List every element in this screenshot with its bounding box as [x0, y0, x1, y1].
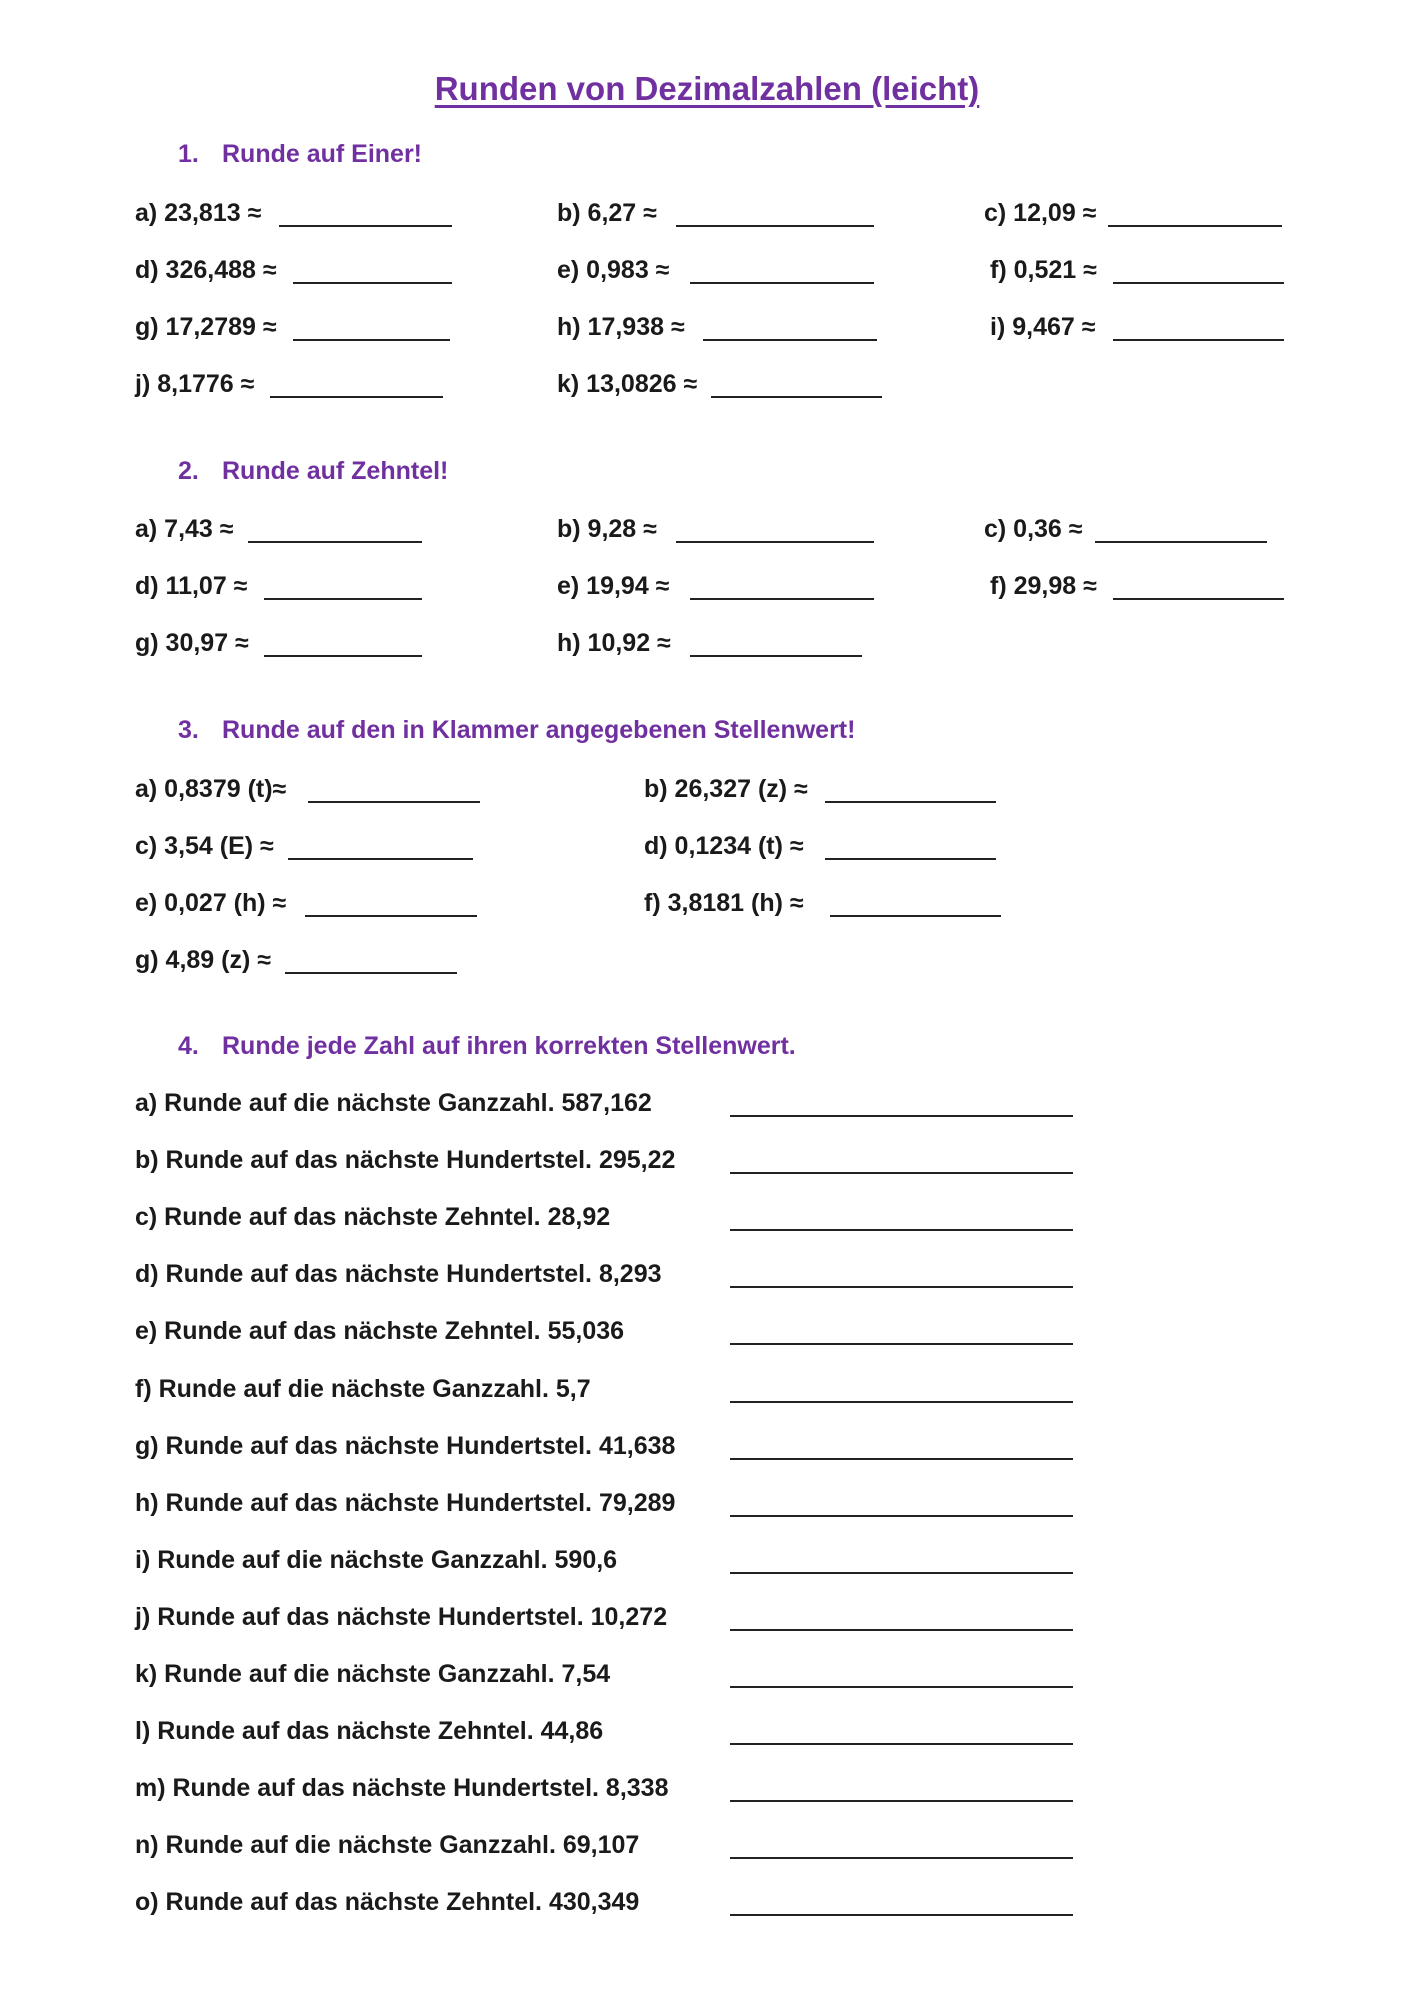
- exercise-item: b) 26,327 (z) ≈: [644, 775, 808, 803]
- answer-blank[interactable]: [264, 598, 422, 600]
- answer-blank[interactable]: [730, 1857, 1073, 1859]
- answer-blank[interactable]: [285, 972, 457, 974]
- exercise-item: h) 17,938 ≈: [557, 313, 685, 341]
- answer-blank[interactable]: [279, 225, 452, 227]
- exercise-item: k) 13,0826 ≈: [557, 370, 698, 398]
- exercise-item: j) 8,1776 ≈: [135, 370, 255, 398]
- exercise-item: a) 0,8379 (t)≈: [135, 775, 287, 803]
- answer-blank[interactable]: [270, 396, 443, 398]
- answer-blank[interactable]: [293, 282, 452, 284]
- exercise-item: h) Runde auf das nächste Hundertstel. 79,289: [135, 1488, 676, 1517]
- section-title: Runde auf Einer!: [222, 140, 423, 168]
- section-heading: [178, 457, 448, 486]
- section-title: Runde auf Zehntel!: [222, 457, 449, 485]
- answer-blank[interactable]: [730, 1743, 1073, 1745]
- answer-blank[interactable]: [690, 282, 874, 284]
- answer-blank[interactable]: [730, 1229, 1073, 1231]
- exercise-item: d) 11,07 ≈: [135, 572, 248, 600]
- exercise-item: n) Runde auf die nächste Ganzzahl. 69,107: [135, 1831, 640, 1860]
- answer-blank[interactable]: [248, 541, 422, 543]
- answer-blank[interactable]: [730, 1172, 1073, 1174]
- exercise-item: a) Runde auf die nächste Ganzzahl. 587,162: [135, 1089, 652, 1117]
- exercise-item: f) 29,98 ≈: [990, 572, 1097, 600]
- exercise-item: b) Runde auf das nächste Hundertstel. 295,22: [135, 1146, 676, 1175]
- answer-blank[interactable]: [1108, 225, 1282, 227]
- answer-blank[interactable]: [293, 339, 450, 341]
- answer-blank[interactable]: [730, 1914, 1073, 1916]
- answer-blank[interactable]: [730, 1343, 1073, 1345]
- exercise-item: i) 9,467 ≈: [990, 313, 1096, 341]
- exercise-item: b) 6,27 ≈: [557, 199, 657, 227]
- exercise-item: j) Runde auf das nächste Hundertstel. 10,272: [135, 1602, 668, 1631]
- answer-blank[interactable]: [690, 655, 862, 657]
- section-number: 2.: [178, 457, 199, 485]
- exercise-item: d) Runde auf das nächste Hundertstel. 8,293: [135, 1260, 662, 1289]
- exercise-item: f) 0,521 ≈: [990, 256, 1097, 284]
- exercise-item: g) 4,89 (z) ≈: [135, 946, 271, 974]
- exercise-item: d) 326,488 ≈: [135, 256, 277, 284]
- answer-blank[interactable]: [730, 1686, 1073, 1688]
- answer-blank[interactable]: [711, 396, 882, 398]
- answer-blank[interactable]: [730, 1800, 1073, 1802]
- exercise-item: g) Runde auf das nächste Hundertstel. 41,638: [135, 1431, 676, 1460]
- exercise-item: f) Runde auf die nächste Ganzzahl. 5,7: [135, 1374, 591, 1403]
- exercise-item: i) Runde auf die nächste Ganzzahl. 590,6: [135, 1545, 618, 1574]
- exercise-item: m) Runde auf das nächste Hundertstel. 8,338: [135, 1774, 669, 1803]
- section-number: 4.: [178, 1032, 199, 1060]
- exercise-item: l) Runde auf das nächste Zehntel. 44,86: [135, 1717, 604, 1746]
- section-number: 1.: [178, 140, 199, 168]
- exercise-item: c) 0,36 ≈: [984, 515, 1083, 543]
- exercise-item: o) Runde auf das nächste Zehntel. 430,349: [135, 1888, 640, 1917]
- exercise-item: a) 23,813 ≈: [135, 199, 262, 227]
- exercise-item: c) 3,54 (E) ≈: [135, 832, 274, 860]
- exercise-item: g) 17,2789 ≈: [135, 313, 277, 341]
- answer-blank[interactable]: [703, 339, 877, 341]
- answer-blank[interactable]: [308, 801, 480, 803]
- exercise-item: e) 0,027 (h) ≈: [135, 889, 287, 917]
- exercise-item: e) 19,94 ≈: [557, 572, 670, 600]
- answer-blank[interactable]: [1113, 598, 1284, 600]
- exercise-item: e) Runde auf das nächste Zehntel. 55,036: [135, 1317, 625, 1346]
- exercise-item: b) 9,28 ≈: [557, 515, 657, 543]
- answer-blank[interactable]: [730, 1115, 1073, 1117]
- exercise-item: a) 7,43 ≈: [135, 515, 234, 543]
- answer-blank[interactable]: [730, 1286, 1073, 1288]
- answer-blank[interactable]: [825, 858, 996, 860]
- section-heading: [178, 140, 422, 169]
- answer-blank[interactable]: [730, 1401, 1073, 1403]
- answer-blank[interactable]: [730, 1515, 1073, 1517]
- answer-blank[interactable]: [288, 858, 473, 860]
- answer-blank[interactable]: [1095, 541, 1267, 543]
- exercise-item: c) Runde auf das nächste Zehntel. 28,92: [135, 1203, 611, 1232]
- answer-blank[interactable]: [730, 1458, 1073, 1460]
- answer-blank[interactable]: [730, 1572, 1073, 1574]
- answer-blank[interactable]: [676, 225, 874, 227]
- answer-blank[interactable]: [676, 541, 874, 543]
- answer-blank[interactable]: [825, 801, 996, 803]
- answer-blank[interactable]: [690, 598, 874, 600]
- section-heading: [178, 1032, 796, 1061]
- exercise-item: c) 12,09 ≈: [984, 199, 1097, 227]
- answer-blank[interactable]: [730, 1629, 1073, 1631]
- answer-blank[interactable]: [1113, 282, 1284, 284]
- section-title: Runde auf den in Klammer angegebenen Stellenwert!: [222, 716, 856, 744]
- exercise-item: e) 0,983 ≈: [557, 256, 670, 284]
- section-title: Runde jede Zahl auf ihren korrekten Stellenwert.: [222, 1032, 796, 1060]
- answer-blank[interactable]: [264, 655, 422, 657]
- answer-blank[interactable]: [830, 915, 1001, 917]
- exercise-item: k) Runde auf die nächste Ganzzahl. 7,54: [135, 1660, 611, 1688]
- exercise-item: h) 10,92 ≈: [557, 629, 671, 657]
- answer-blank[interactable]: [305, 915, 477, 917]
- page-title: Runden von Dezimalzahlen (leicht): [434, 70, 980, 107]
- section-heading: [178, 716, 855, 745]
- exercise-item: f) 3,8181 (h) ≈: [644, 889, 804, 917]
- exercise-item: g) 30,97 ≈: [135, 629, 249, 657]
- answer-blank[interactable]: [1113, 339, 1284, 341]
- exercise-item: d) 0,1234 (t) ≈: [644, 832, 804, 860]
- section-number: 3.: [178, 716, 199, 744]
